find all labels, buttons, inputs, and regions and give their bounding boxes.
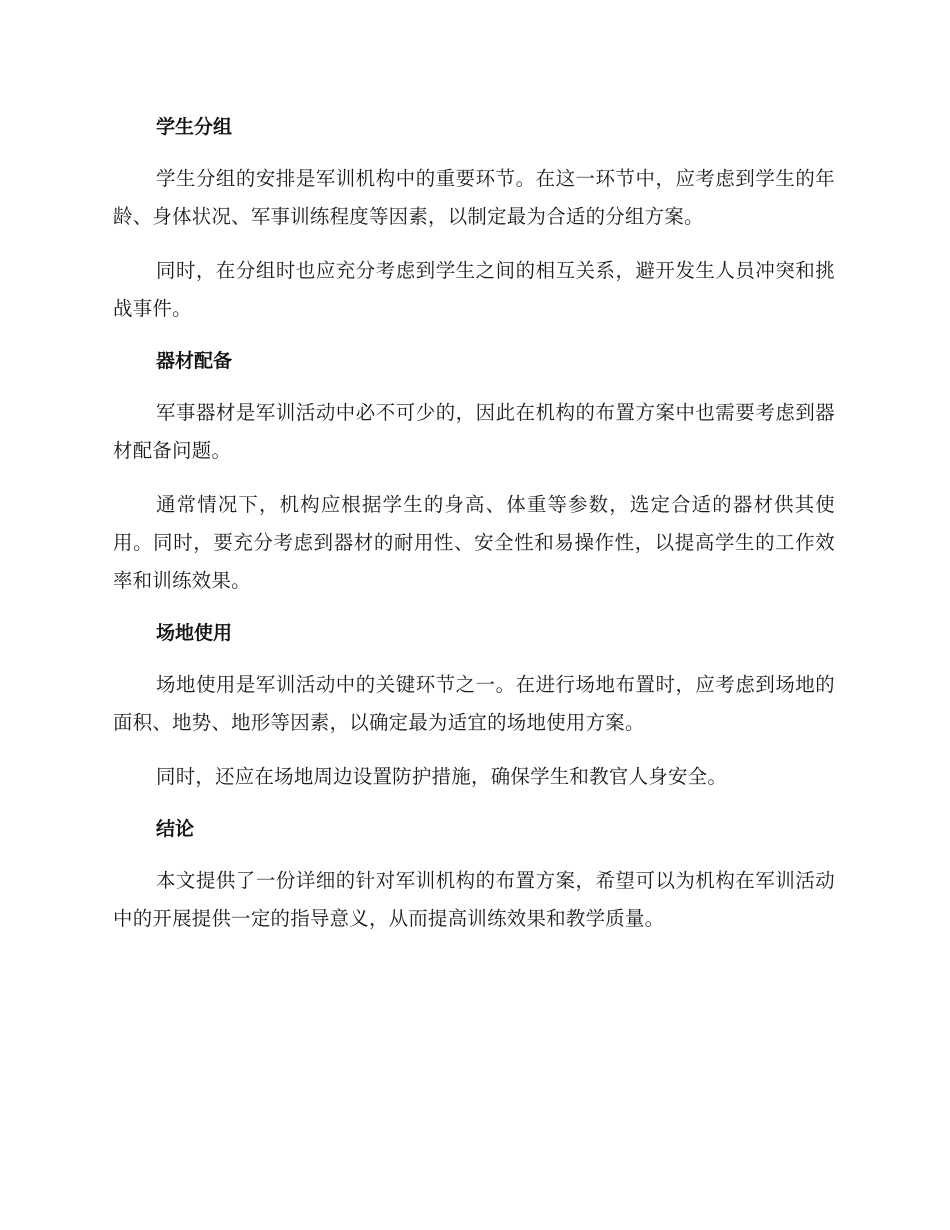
section-heading: 结论 [156, 818, 195, 840]
document-page [113, 110, 835, 954]
paragraph: 场地使用是军训活动中的关键环节之一。在进行场地布置时，应考虑到场地的面积、地势、地形等因素，以确定最为适宜的场地使用方案。 [113, 673, 835, 734]
paragraph: 通常情况下，机构应根据学生的身高、体重等参数，选定合适的器材供其使用。同时，要充分考虑到器材的耐用性、安全性和易操作性，以提高学生的工作效率和训练效果。 [113, 493, 835, 592]
section-heading: 学生分组 [156, 116, 233, 138]
paragraph: 学生分组的安排是军训机构中的重要环节。在这一环节中，应考虑到学生的年龄、身体状况、军事训练程度等因素，以制定最为合适的分组方案。 [113, 167, 835, 228]
section-venue-use [113, 616, 835, 796]
paragraph: 本文提供了一份详细的针对军训机构的布置方案，希望可以为机构在军训活动中的开展提供一定的指导意义，从而提高训练效果和教学质量。 [113, 869, 835, 930]
paragraph: 军事器材是军训活动中必不可少的，因此在机构的布置方案中也需要考虑到器材配备问题。 [113, 401, 835, 462]
section-heading: 器材配备 [156, 350, 233, 372]
paragraph: 同时，还应在场地周边设置防护措施，确保学生和教官人身安全。 [156, 765, 728, 788]
section-conclusion [113, 812, 835, 938]
section-equipment [113, 344, 835, 600]
section-heading: 场地使用 [156, 622, 233, 644]
section-student-grouping [113, 110, 835, 328]
paragraph: 同时，在分组时也应充分考虑到学生之间的相互关系，避开发生人员冲突和挑战事件。 [113, 259, 835, 320]
